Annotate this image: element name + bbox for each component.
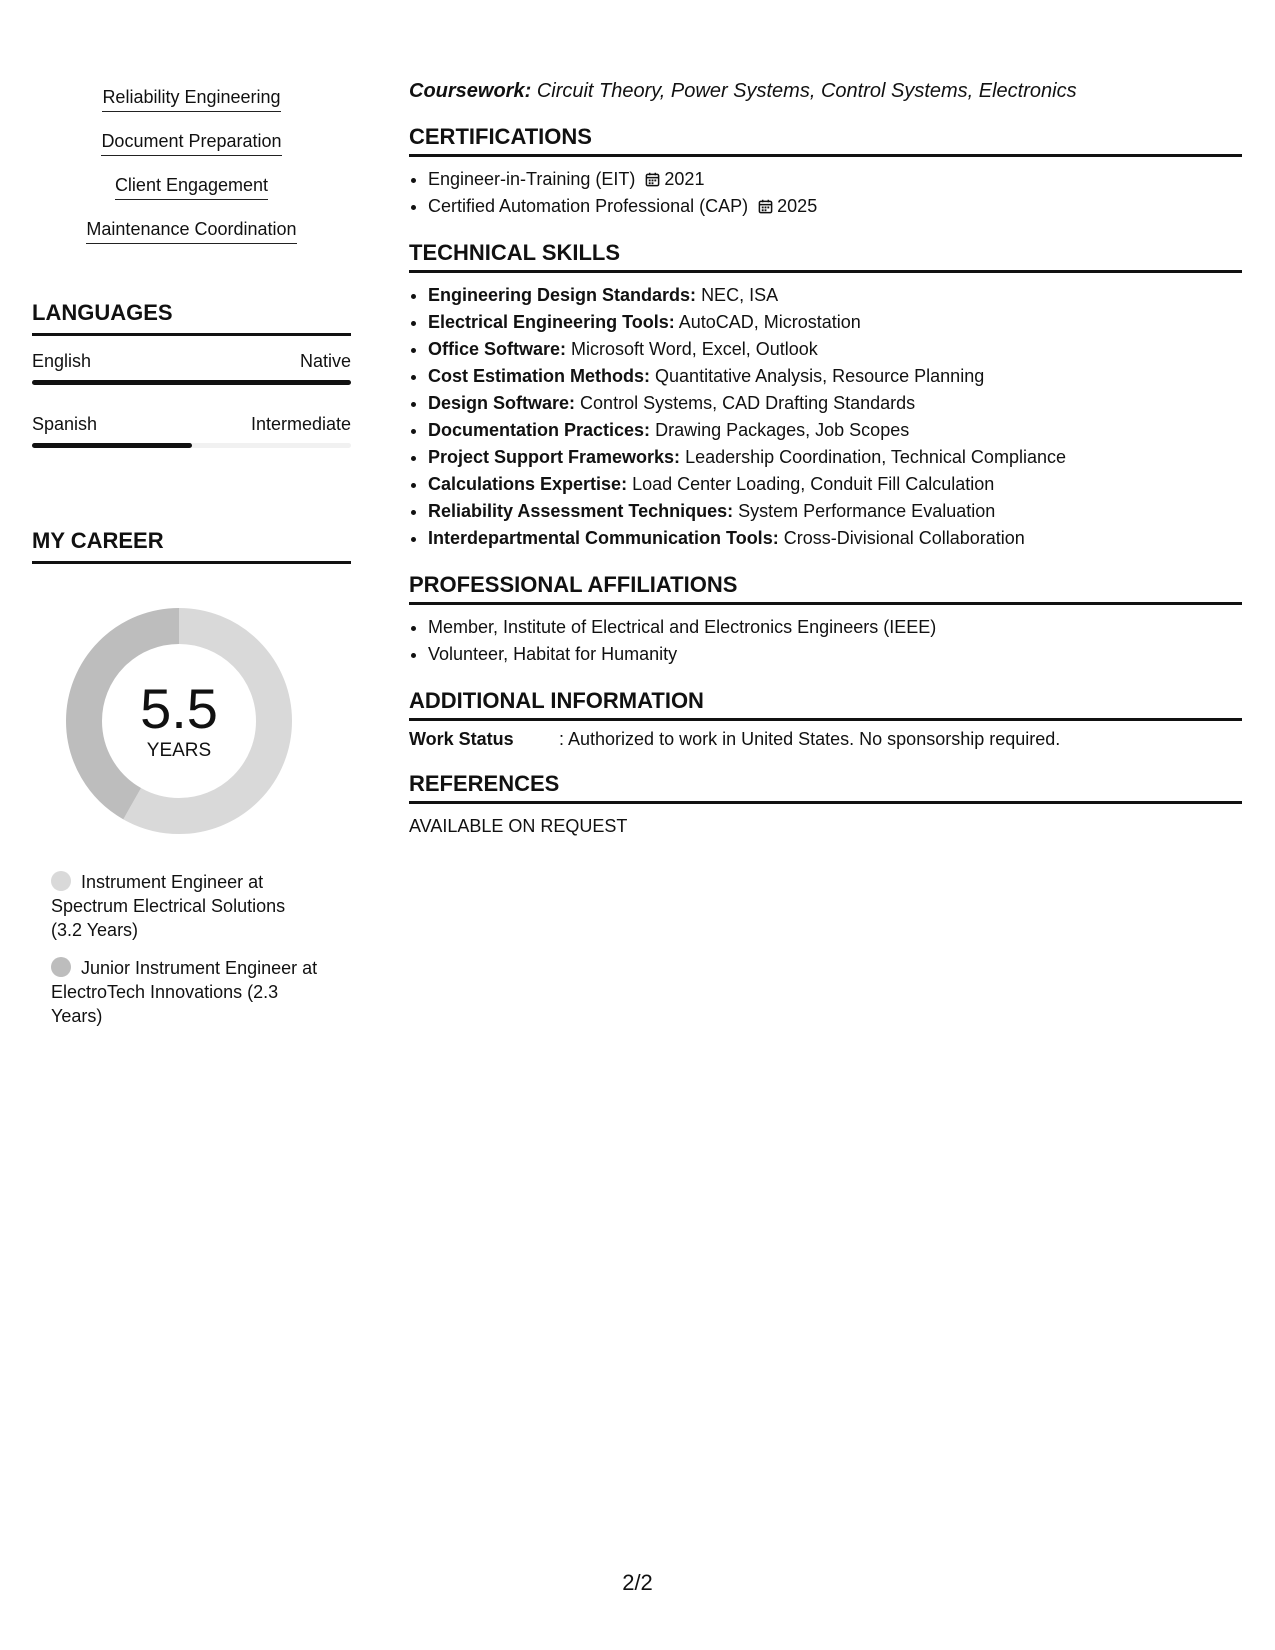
skill-tag: Maintenance Coordination bbox=[86, 218, 296, 244]
skill-value: Control Systems, CAD Drafting Standards bbox=[580, 393, 916, 413]
coursework-line bbox=[409, 78, 1242, 104]
skill-value: NEC, ISA bbox=[701, 285, 779, 305]
skill-value: Quantitative Analysis, Resource Planning bbox=[655, 366, 985, 386]
skill-label: Project Support Frameworks: bbox=[428, 447, 681, 467]
languages-section bbox=[32, 299, 351, 448]
career-item-label: Junior Instrument Engineer at ElectroTech Innovations (2.3 Years) bbox=[51, 958, 318, 1026]
skill-label: Cost Estimation Methods: bbox=[428, 366, 651, 386]
skill-value: Leadership Coordination, Technical Compliance bbox=[685, 447, 1066, 467]
certification-year: 2025 bbox=[777, 196, 818, 216]
additional-info-section bbox=[409, 687, 1242, 751]
certifications-heading: CERTIFICATIONS bbox=[409, 123, 1242, 157]
skill-label: Engineering Design Standards: bbox=[428, 285, 697, 305]
technical-skills-list bbox=[409, 282, 1242, 552]
skill-tags bbox=[32, 86, 351, 262]
legend-dot-icon bbox=[51, 871, 71, 891]
skill-tag: Reliability Engineering bbox=[102, 86, 280, 112]
skill-label: Documentation Practices: bbox=[428, 420, 651, 440]
language-level: Native bbox=[299, 351, 351, 371]
work-status-label: Work Status bbox=[409, 729, 514, 749]
certification-year: 2021 bbox=[664, 169, 705, 189]
references-section bbox=[409, 770, 1242, 838]
affiliations-section bbox=[409, 571, 1242, 668]
main-content bbox=[409, 78, 1242, 838]
skill-label: Design Software: bbox=[428, 393, 576, 413]
career-total-years: 5.5 bbox=[140, 677, 218, 740]
skill-label: Interdepartmental Communication Tools: bbox=[428, 528, 779, 548]
affiliation-item: • Member, Institute of Electrical and Electronics Engineers (IEEE) bbox=[428, 614, 1242, 641]
career-item-label: Instrument Engineer at Spectrum Electrical Solutions (3.2 Years) bbox=[51, 872, 286, 940]
certification-item bbox=[428, 166, 1242, 193]
language-bar bbox=[32, 380, 351, 385]
skill-label: Electrical Engineering Tools: bbox=[428, 312, 675, 332]
skill-item bbox=[428, 471, 1242, 498]
certification-name: Engineer-in-Training (EIT) bbox=[428, 169, 636, 189]
skill-value: AutoCAD, Microstation bbox=[678, 312, 861, 332]
language-item bbox=[32, 413, 351, 448]
skill-item bbox=[428, 363, 1242, 390]
skill-item bbox=[428, 444, 1242, 471]
skill-item bbox=[428, 309, 1242, 336]
work-status-row bbox=[409, 727, 1242, 751]
certifications-section bbox=[409, 123, 1242, 220]
page-number: 2/2 bbox=[622, 1570, 653, 1595]
work-status-value: : Authorized to work in United States. No sponsorship required. bbox=[559, 729, 1061, 749]
coursework-text: Circuit Theory, Power Systems, Control Systems, Electronics bbox=[536, 80, 1077, 102]
skill-tag: Client Engagement bbox=[115, 174, 268, 200]
affiliations-heading: PROFESSIONAL AFFILIATIONS bbox=[409, 571, 1242, 605]
technical-skills-heading: TECHNICAL SKILLS bbox=[409, 239, 1242, 273]
skill-label: Calculations Expertise: bbox=[428, 474, 628, 494]
skill-label: Reliability Assessment Techniques: bbox=[428, 501, 734, 521]
career-heading: MY CAREER bbox=[32, 527, 351, 564]
language-bar bbox=[32, 443, 351, 448]
language-name: Spanish bbox=[32, 414, 98, 434]
additional-info-heading: ADDITIONAL INFORMATION bbox=[409, 687, 1242, 721]
skill-item bbox=[428, 417, 1242, 444]
language-bar-fill bbox=[32, 380, 351, 385]
certification-item bbox=[428, 193, 1242, 220]
career-item bbox=[51, 870, 321, 942]
language-level: Intermediate bbox=[250, 414, 351, 434]
certification-name: Certified Automation Professional (CAP) bbox=[428, 196, 749, 216]
skill-item bbox=[428, 498, 1242, 525]
skill-item bbox=[428, 525, 1242, 552]
technical-skills-section bbox=[409, 239, 1242, 552]
legend-dot-icon bbox=[51, 957, 71, 977]
skill-value: Microsoft Word, Excel, Outlook bbox=[571, 339, 818, 359]
skill-value: System Performance Evaluation bbox=[738, 501, 996, 521]
references-heading: REFERENCES bbox=[409, 770, 1242, 804]
career-list bbox=[32, 870, 321, 1028]
career-item bbox=[51, 956, 321, 1028]
language-bar-fill bbox=[32, 443, 192, 448]
languages-heading: LANGUAGES bbox=[32, 299, 351, 336]
references-text: AVAILABLE ON REQUEST bbox=[409, 816, 628, 836]
language-item bbox=[32, 350, 351, 385]
skill-item bbox=[428, 282, 1242, 309]
skill-item bbox=[428, 390, 1242, 417]
certifications-list bbox=[409, 166, 1242, 220]
skill-tag: Document Preparation bbox=[101, 130, 281, 156]
skill-item bbox=[428, 336, 1242, 363]
career-section bbox=[32, 527, 351, 1028]
career-total-unit: YEARS bbox=[146, 740, 212, 761]
affiliations-list bbox=[409, 614, 1242, 668]
sidebar bbox=[32, 86, 351, 1042]
skill-value: Cross-Divisional Collaboration bbox=[783, 528, 1025, 548]
skill-label: Office Software: bbox=[428, 339, 567, 359]
coursework-label: Coursework: bbox=[409, 80, 532, 102]
skill-value: Load Center Loading, Conduit Fill Calculation bbox=[632, 474, 995, 494]
affiliation-item: • Volunteer, Habitat for Humanity bbox=[428, 641, 1242, 668]
calendar-icon bbox=[758, 199, 773, 214]
calendar-icon bbox=[645, 172, 660, 187]
skill-value: Drawing Packages, Job Scopes bbox=[655, 420, 910, 440]
language-name: English bbox=[32, 351, 92, 371]
career-donut-chart bbox=[66, 608, 292, 834]
